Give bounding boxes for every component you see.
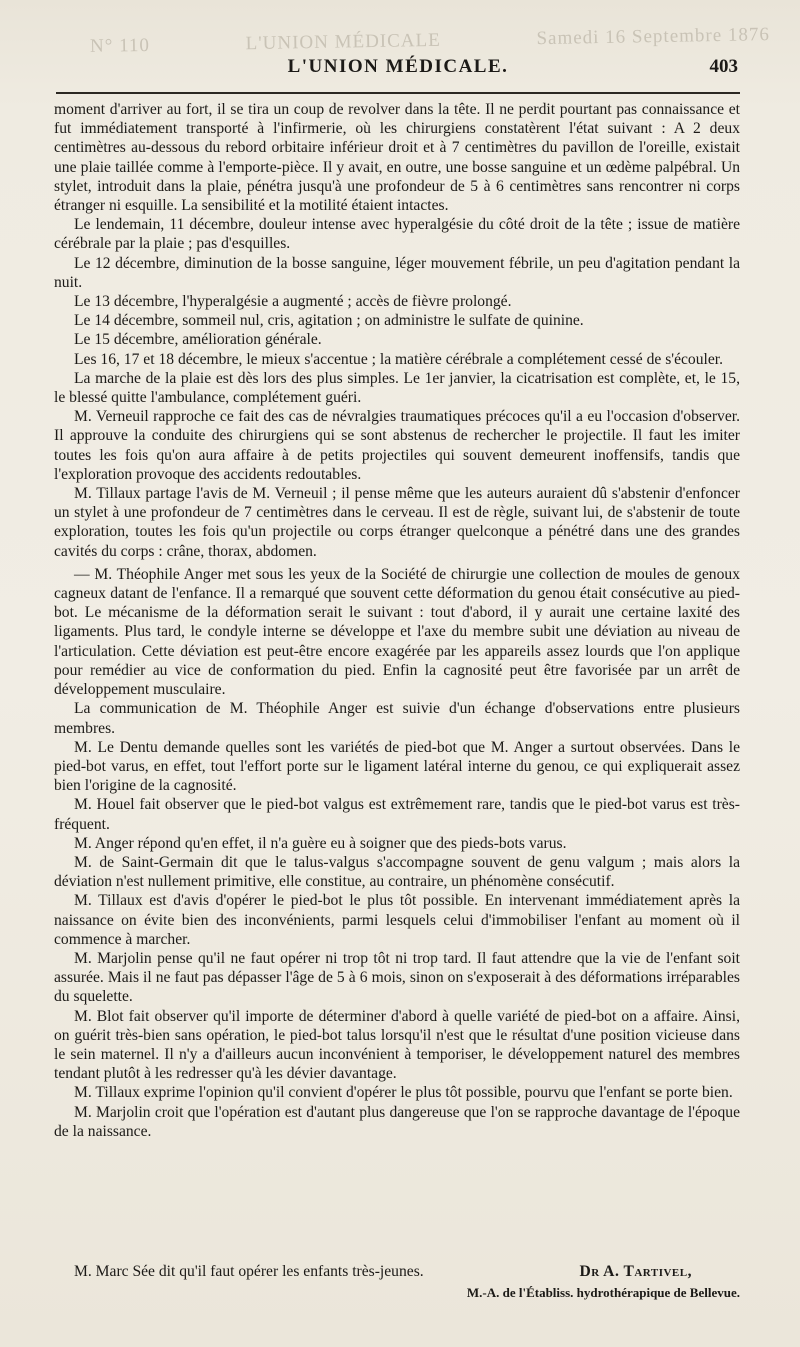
paragraph-marjolin-2: M. Marjolin croit que l'opération est d'autant plus dangereuse que l'on se rapproche davantage de l'époque de la naissance.: [54, 1103, 740, 1140]
author-affiliation: M.-A. de l'Établiss. hydrothérapique de Bellevue.: [466, 1285, 740, 1300]
paragraph-anger: — M. Théophile Anger met sous les yeux de la Société de chirurgie une collection de moules de genoux cagneux datant de l'enfance. Il a remarqué que souvent cette déformation du genou était consécutive au pied-bot. Le mécanisme de la déformation serait le suivant : tout d'abord, il y aurait une certaine laxité des ligaments. Plus tard, le condyle interne se développe et l'axe du membre subit une déviation au niveau de l'articulation. Cette déviation est peut-être encore exagérée par les appareils assez lourds que l'on applique pour remédier au vice de conformation du pied. Enfin la cagnosité peut être favorisée par un arrêt de développement musculaire.: [54, 565, 740, 699]
paragraph-dec-15: Le 15 décembre, amélioration générale.: [74, 331, 322, 349]
paragraph-dec-11: Le lendemain, 11 décembre, douleur intense avec hyperalgésie du côté droit de la tête ; issue de matière cérébrale par la plaie ; pas d'esquilles.: [54, 216, 740, 253]
paragraph-houel: M. Houel fait observer que le pied-bot valgus est extrêmement rare, tandis que le pied-bot varus est très-fréquent.: [54, 796, 740, 833]
paragraph-dec-14: Le 14 décembre, sommeil nul, cris, agitation ; on administre le sulfate de quinine.: [74, 312, 584, 330]
paragraph-anger-reply: M. Anger répond qu'en effet, il n'a guère eu à soigner que des pieds-bots varus.: [74, 834, 567, 852]
article-body: [54, 100, 740, 1141]
ghost-date: Samedi 16 Septembre 1876: [536, 24, 771, 50]
paragraph-healing: La marche de la plaie est dès lors des plus simples. Le 1er janvier, la cicatrisation est complète, et, le 15, le blessé quitte l'ambulance, complétement guéri.: [54, 369, 740, 407]
journal-title: L'UNION MÉDICALE.: [287, 56, 509, 77]
ghost-journal-title: L'UNION MÉDICALE: [245, 29, 441, 55]
paragraph-tillaux-2: M. Tillaux est d'avis d'opérer le pied-bot le plus tôt possible. En intervenant immédiatement après la naissance on évite bien des inconvénients, parmi lesquels celui d'immobiliser l'enfant au moment où il commence à marcher.: [54, 892, 740, 948]
paragraph-tillaux-1: M. Tillaux partage l'avis de M. Verneuil ; il pense même que les auteurs auraient dû s'abstenir d'enfoncer un stylet à une profondeur de 7 centimètres dans le cerveau. Il est de règle, suivant lui, de s'abstenir de toute exploration, toutes les fois qu'un projectile ou corps étranger quelconque a pénétré dans une des grandes cavités du corps : crâne, thorax, abdomen.: [54, 485, 740, 560]
header-rule: [56, 92, 740, 94]
paragraph-marc-see: M. Marc Sée dit qu'il faut opérer les enfants très-jeunes.: [74, 1263, 424, 1280]
paragraph-communication: La communication de M. Théophile Anger est suivie d'un échange d'observations entre plusieurs membres.: [54, 700, 740, 737]
author-signature: Dr A. Tartivel,: [579, 1263, 692, 1280]
paragraph-tillaux-3: M. Tillaux exprime l'opinion qu'il convient d'opérer le plus tôt possible, pourvu que l'enfant se porte bien.: [74, 1084, 733, 1102]
paragraph-dec-13: Le 13 décembre, l'hyperalgésie a augmenté ; accès de fièvre prolongé.: [74, 293, 512, 311]
paragraph-dec-16-18: Les 16, 17 et 18 décembre, le mieux s'accentue ; la matière cérébrale a complétement cessé de s'écouler.: [74, 350, 723, 368]
bleed-through-header: [90, 24, 770, 58]
paragraph-le-dentu: M. Le Dentu demande quelles sont les variétés de pied-bot que M. Anger a surtout observées. Dans le pied-bot varus, en effet, tout l'effort porte sur le ligament latéral interne du genou, ce qui expliquerait assez bien l'origine de la cagnosité.: [54, 738, 740, 795]
paragraph-saint-germain: M. de Saint-Germain dit que le talus-valgus s'accompagne souvent de genu valgum ; mais alors la déviation n'est nullement primitive, elle constitue, au contraire, un phénomène consécutif.: [54, 853, 740, 891]
running-header: [56, 56, 740, 86]
ghost-issue-number: N° 110: [89, 34, 151, 57]
paragraph-verneuil: M. Verneuil rapproche ce fait des cas de névralgies traumatiques précoces qu'il a eu l'occasion d'observer. Il approuve la conduite des chirurgiens qui se sont abstenus de rechercher le projectile. Il faut les imiter toutes les fois qu'on aura affaire à de petits projectiles qui souvent demeurent inoffensifs, tandis que l'exploration provoque des accidents redoutables.: [54, 408, 740, 483]
paragraph-dec-12: Le 12 décembre, diminution de la bosse sanguine, léger mouvement fébrile, un peu d'agitation pendant la nuit.: [54, 254, 740, 291]
page-number: 403: [709, 56, 738, 77]
paragraph-blot: M. Blot fait observer qu'il importe de déterminer d'abord à quelle variété de pied-bot on a affaire. Ainsi, on guérit très-bien sans opération, le pied-bot talus lorsqu'il n'est que le résultat d'une position vicieuse dans le sein maternel. Il n'y a d'ailleurs aucun inconvénient à temporiser, le développement naturel des membres tendant plutôt à les redresser qu'à les dévier davantage.: [54, 1007, 740, 1083]
paragraph-marjolin-1: M. Marjolin pense qu'il ne faut opérer ni trop tôt ni trop tard. Il faut attendre que la vie de l'enfant soit assurée. Mais il ne faut pas dépasser l'âge de 5 à 6 mois, sinon on s'exposerait à des déformations irréparables du squelette.: [54, 949, 740, 1006]
paragraph-case-continuation: moment d'arriver au fort, il se tira un coup de revolver dans la tête. Il ne perdit pourtant pas connaissance et fut immédiatement transporté à l'infirmerie, où les chirurgiens constatèrent l'état suivant : A 2 deux centimètres au-dessous du rebord orbitaire inférieur droit et à 7 centimètres du pavillon de l'oreille, existait une plaie taillée comme à l'emporte-pièce. Il y avait, en outre, une bosse sanguine et un œdème palpébral. Un stylet, introduit dans la plaie, pénétra jusqu'à une profondeur de 5 à 6 centimètres sans rencontrer ni corps étranger ni esquille. La sensibilité et la motilité étaient intactes.: [54, 101, 740, 215]
